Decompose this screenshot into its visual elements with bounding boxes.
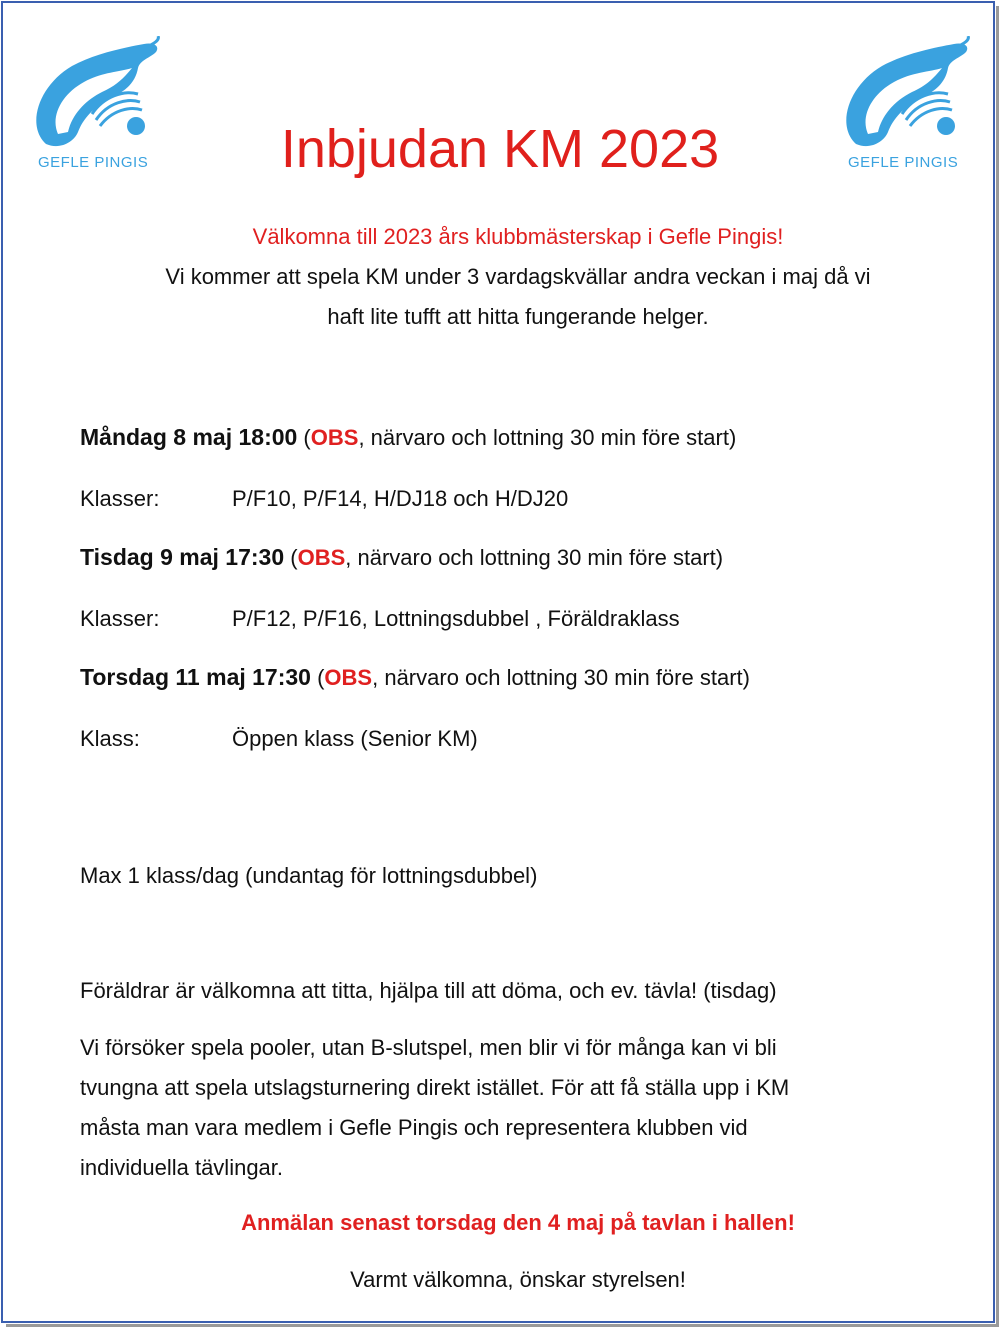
classes-value: P/F10, P/F14, H/DJ18 och H/DJ20 [232, 486, 569, 511]
pools-paragraph [80, 1028, 940, 1188]
schedule-day: Tisdag 9 maj 17:30 [80, 544, 285, 570]
schedule-tuesday: Tisdag 9 maj 17:30 (OBS, närvaro och lottning 30 min före start) [80, 544, 724, 570]
schedule-thursday: Torsdag 11 maj 17:30 (OBS, närvaro och lottning 30 min före start) [80, 664, 750, 690]
logo-text: GEFLE PINGIS [848, 154, 959, 171]
closing-line: Varmt välkomna, önskar styrelsen! [350, 1267, 686, 1292]
obs-label: OBS [297, 545, 346, 570]
pools-line: Vi försöker spela pooler, utan B-slutspel, men blir vi för många kan vi bli [80, 1035, 777, 1060]
page-shadow-bottom [6, 1324, 999, 1327]
pools-line: tvungna att spela utslagsturnering direkt istället. För att få ställa upp i KM [80, 1075, 790, 1100]
pools-line: individuella tävlingar. [80, 1155, 284, 1180]
welcome-line: Välkomna till 2023 års klubbmästerskap i Gefle Pingis! [252, 224, 784, 249]
classes-monday [80, 486, 568, 512]
classes-label: Klasser: [80, 606, 160, 631]
classes-thursday [80, 726, 478, 752]
logo-text: GEFLE PINGIS [38, 154, 149, 171]
intro-line-1: Vi kommer att spela KM under 3 vardagskvällar andra veckan i maj då vi [165, 264, 871, 289]
deadline-note: Anmälan senast torsdag den 4 maj på tavlan i hallen! [241, 1210, 795, 1235]
parents-note: Föräldrar är välkomna att titta, hjälpa till att döma, och ev. tävla! (tisdag) [80, 978, 777, 1003]
schedule-note: , närvaro och lottning 30 min före start) [345, 545, 724, 570]
schedule-note: , närvaro och lottning 30 min före start) [372, 665, 750, 690]
obs-label: OBS [310, 425, 359, 450]
pools-line: måsta man vara medlem i Gefle Pingis och representera klubben vid [80, 1115, 748, 1140]
schedule-note: , närvaro och lottning 30 min före start) [358, 425, 737, 450]
classes-label: Klasser: [80, 486, 160, 511]
schedule-day: Måndag 8 maj 18:00 [80, 424, 298, 450]
classes-value: P/F12, P/F16, Lottningsdubbel , Föräldraklass [232, 606, 680, 631]
classes-tuesday [80, 606, 680, 632]
classes-label: Klass: [80, 726, 140, 751]
page-shadow-right [996, 6, 999, 1326]
intro-line-2: haft lite tufft att hitta fungerande helger. [327, 304, 709, 329]
schedule-day: Torsdag 11 maj 17:30 [80, 664, 311, 690]
page-title: Inbjudan KM 2023 [280, 119, 720, 179]
schedule-monday: Måndag 8 maj 18:00 (OBS, närvaro och lottning 30 min före start) [80, 424, 737, 450]
obs-label: OBS [324, 665, 373, 690]
classes-value: Öppen klass (Senior KM) [232, 726, 478, 751]
max-class-note: Max 1 klass/dag (undantag för lottningsdubbel) [80, 863, 538, 888]
